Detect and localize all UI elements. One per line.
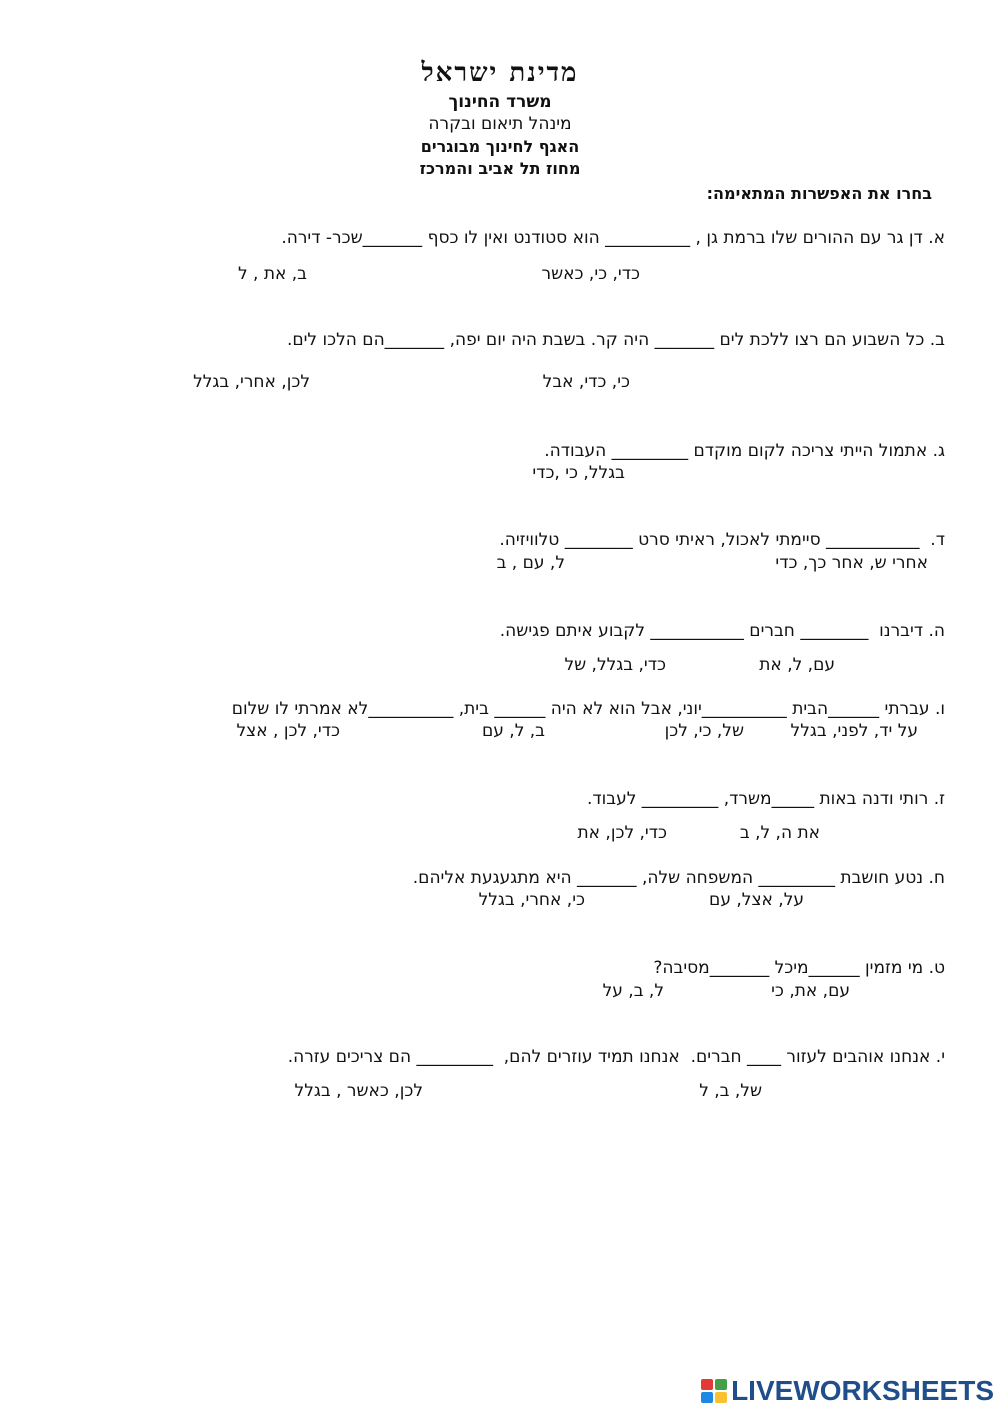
question-text: ח. נטע חושבת _________ המשפחה שלה, _______ היא מתגעגעת אליהם. — [412, 868, 945, 888]
liveworksheets-logo-icon — [701, 1379, 727, 1403]
question-text: ט. מי מזמין ______מיכל _______מסיבה? — [653, 958, 945, 978]
logo-square-yellow — [715, 1392, 727, 1403]
logo-square-red — [701, 1379, 713, 1390]
option-group[interactable]: ל, ב, על — [602, 981, 664, 1001]
option-group[interactable]: עם, את, כי — [771, 981, 850, 1001]
option-group[interactable]: על יד, לפני, בגלל — [790, 721, 918, 741]
question-text: ו. עברתי ______הבית __________יוני, אבל הוא לא היה ______ בית, __________לא אמרתי לו שלום — [231, 699, 945, 719]
question-text: ד. ___________ סיימתי לאכול, ראיתי סרט ________ טלוויזיה. — [499, 530, 945, 550]
option-group[interactable]: בגלל, כי ,כדי — [532, 463, 625, 483]
option-group[interactable]: כדי, בגלל, של — [564, 655, 666, 675]
question-text: א. דן גר עם ההורים שלו ברמת גן , __________ הוא סטודנט ואין לו כסף _______שכר- דירה. — [281, 228, 945, 248]
brand-name: LIVEWORKSHEETS — [731, 1375, 994, 1406]
question-text: ז. רותי ודנה באות _____משרד, _________ לעבוד. — [586, 789, 945, 809]
option-group[interactable]: של, ב, ל — [699, 1081, 762, 1101]
option-group[interactable]: עם, ל, את — [759, 655, 835, 675]
option-group[interactable]: על, אצל, עם — [709, 890, 804, 910]
logo-square-blue — [701, 1392, 713, 1403]
question-text: ג. אתמול הייתי צריכה לקום מוקדם _________ העבודה. — [544, 441, 945, 461]
option-group[interactable]: ל, עם , ב — [496, 553, 565, 573]
question-text: ב. כל השבוע הם רצו ללכת לים _______ היה קר. בשבת היה יום יפה, _______הם הלכו לים. — [286, 330, 945, 350]
department-name: האגף לחינוך מבוגרים — [420, 137, 580, 156]
option-group[interactable]: כדי, כי, כאשר — [541, 264, 640, 284]
option-group[interactable]: את ה, ל, ב — [739, 823, 820, 843]
option-group[interactable]: של, כי, לכן — [664, 721, 744, 741]
option-group[interactable]: אחרי ש, אחר כך, כדי — [775, 553, 928, 573]
page-title: מדינת ישראל — [421, 58, 579, 88]
option-group[interactable]: לכן, כאשר , בגלל — [294, 1081, 423, 1101]
option-group[interactable]: כדי, לכן, את — [577, 823, 667, 843]
question-text: י. אנחנו אוהבים לעזור ____ חברים. אנחנו תמיד עוזרים להם, _________ הם צריכים עזרה. — [287, 1047, 945, 1067]
option-group[interactable]: לכן, אחרי, בגלל — [193, 372, 310, 392]
division-name: מינהל תיאום ובקרה — [428, 114, 572, 134]
option-group[interactable]: ב, את , ל — [237, 264, 307, 284]
option-group[interactable]: כדי, לכן , אצל — [236, 721, 340, 741]
district-name: מחוז תל אביב והמרכז — [419, 159, 581, 178]
question-text: ה. דיברנו ________ חברים ___________ לקבוע איתם פגישה. — [499, 621, 945, 641]
liveworksheets-logo[interactable] — [701, 1375, 994, 1407]
logo-square-green — [715, 1379, 727, 1390]
instructions: בחרו את האפשרות המתאימה: — [706, 184, 932, 203]
ministry-name: משרד החינוך — [448, 92, 552, 112]
option-group[interactable]: כי, אחרי, בגלל — [478, 890, 585, 910]
option-group[interactable]: כי, כדי, אבל — [542, 372, 630, 392]
option-group[interactable]: ב, ל, עם — [481, 721, 545, 741]
